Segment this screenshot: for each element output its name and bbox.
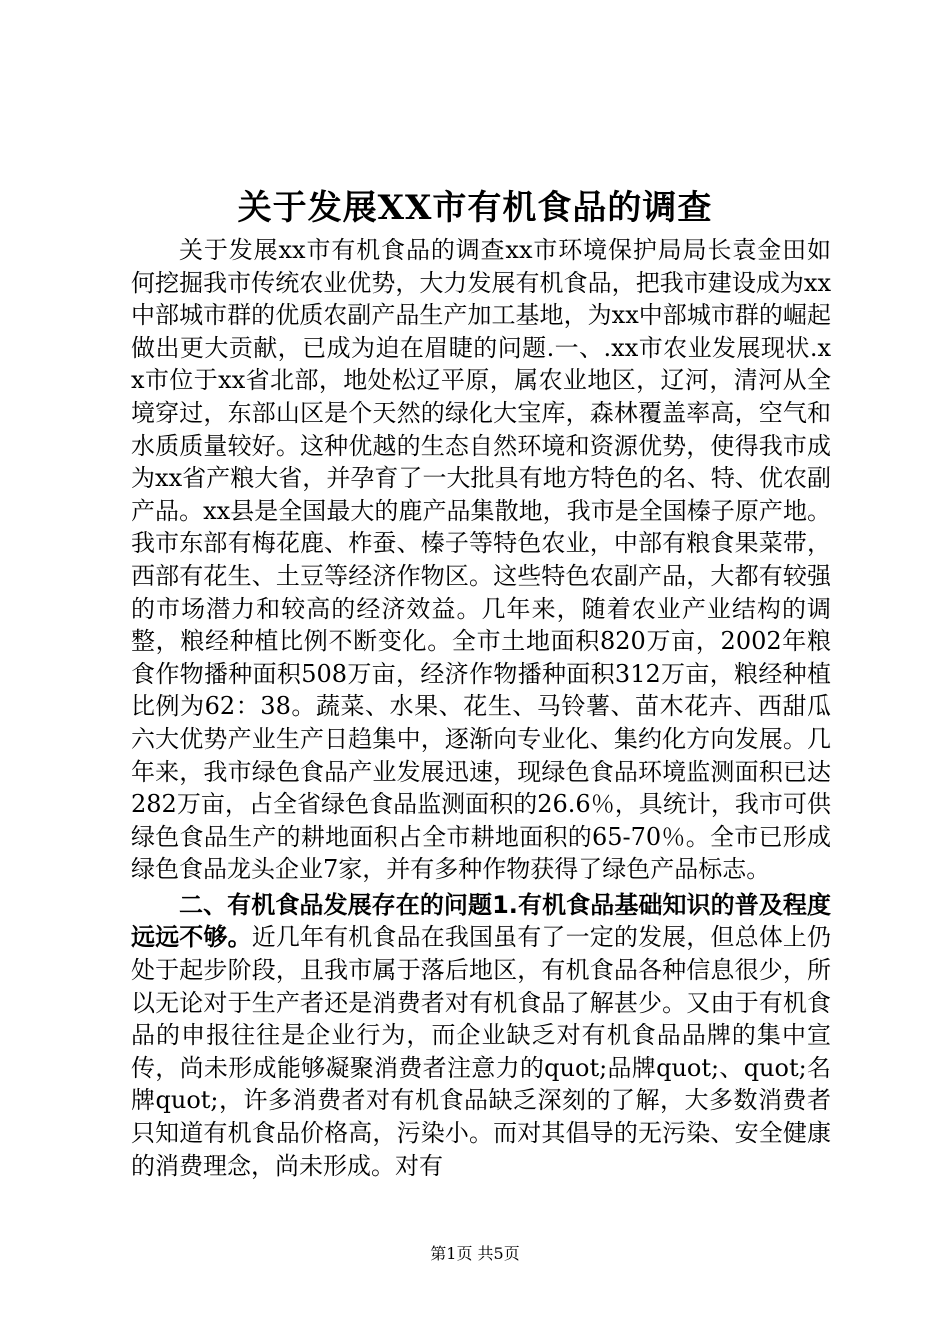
document-body <box>131 234 831 1182</box>
document-title: 关于发展XX市有机食品的调查 <box>237 188 713 228</box>
paragraph-2-body: 近几年有机食品在我国虽有了一定的发展，但总体上仍处于起步阶段，且我市属于落后地区，有机食品各种信息很少，所以无论对于生产者还是消费者对有机食品了解甚少。又由于有机食品的申报往往是企业行为，而企业缺乏对有机食品品牌的集中宣传，尚未形成能够凝聚消费者注意力的quot;品牌quot;、quot;名牌quot;，许多消费者对有机食品缺乏深刻的了解，大多数消费者只知道有机食品价格高，污染小。而对其倡导的无污染、安全健康的消费理念，尚未形成。对有 <box>131 923 832 1180</box>
page-footer: 第1页 共5页 <box>430 1244 520 1263</box>
paragraph-2 <box>131 889 831 1182</box>
paragraph-2-heading: 二、有机食品发展存在的问题1.有机食品基础知识的普及程度远远不够。 <box>131 890 831 952</box>
paragraph-1: 关于发展xx市有机食品的调查xx市环境保护局局长袁金田如何挖掘我市传统农业优势，大力发展有机食品，把我市建设成为xx中部城市群的优质农副产品生产加工基地，为xx中部城市群的崛起做出更大贡献，已成为迫在眉睫的问题.一、.xx市农业发展现状.xx市位于xx省北部，地处松辽平原，属农业地区，辽河，清河从全境穿过，东部山区是个天然的绿化大宝库，森林覆盖率高，空气和水质质量较好。这种优越的生态自然环境和资源优势，使得我市成为xx省产粮大省，并孕育了一大批具有地方特色的名、特、优农副产品。xx县是全国最大的鹿产品集散地，我市是全国榛子原产地。我市东部有梅花鹿、柞蚕、榛子等特色农业，中部有粮食果菜带，西部有花生、土豆等经济作物区。这些特色农副产品，大都有较强的市场潜力和较高的经济效益。几年来，随着农业产业结构的调整，粮经种植比例不断变化。全市土地面积820万亩，2002年粮食作物播种面积508万亩，经济作物播种面积312万亩，粮经种植比例为62：38。蔬菜、水果、花生、马铃薯、苗木花卉、西甜瓜六大优势产业生产日趋集中，逐渐向专业化、集约化方向发展。几年来，我市绿色食品产业发展迅速，现绿色食品环境监测面积已达282万亩，占全省绿色食品监测面积的26.6％，具统计，我市可供绿色食品生产的耕地面积占全市耕地面积的65-70％。全市已形成绿色食品龙头企业7家，并有多种作物获得了绿色产品标志。 <box>131 236 831 884</box>
